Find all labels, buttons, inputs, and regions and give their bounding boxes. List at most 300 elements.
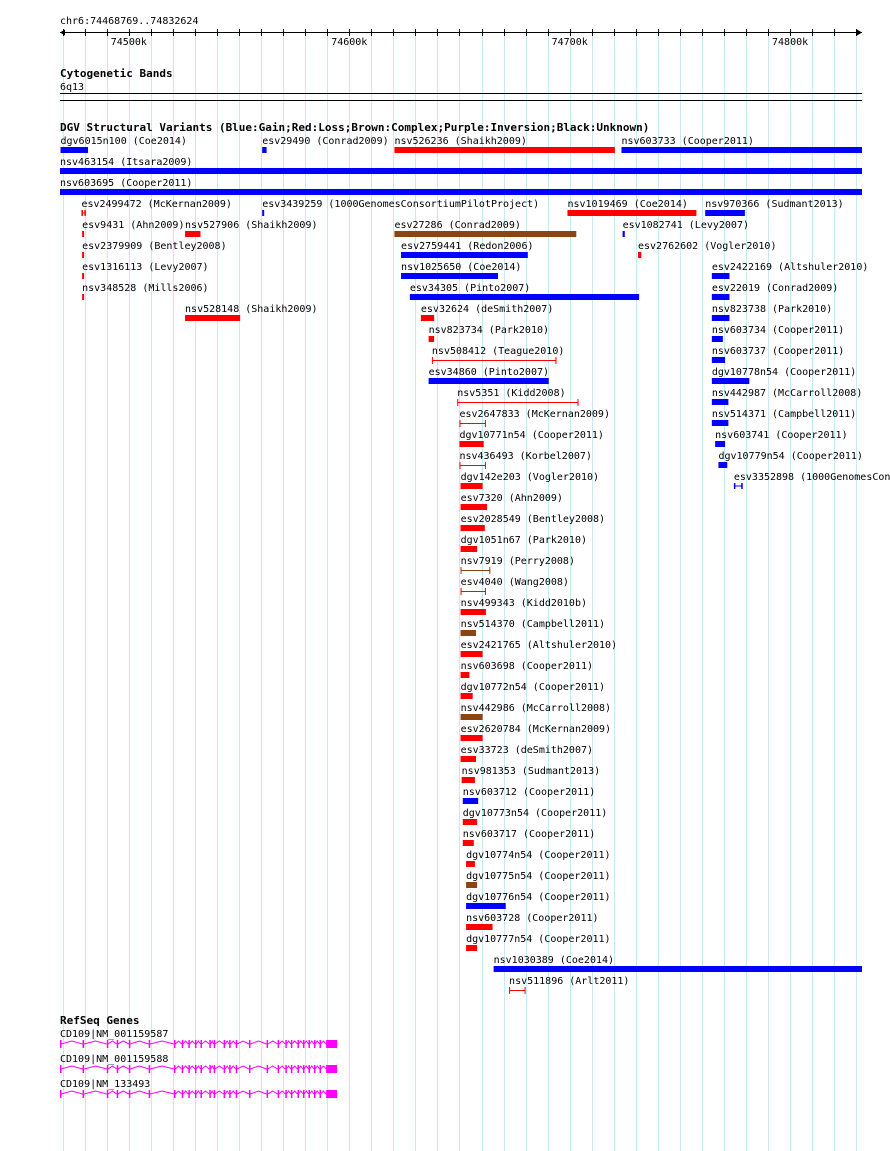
gene-intron bbox=[189, 1091, 195, 1094]
variant-bar[interactable] bbox=[262, 147, 266, 153]
gene-intron bbox=[225, 1091, 229, 1094]
gene-intron bbox=[150, 1066, 174, 1069]
variant-feature[interactable] bbox=[461, 640, 618, 657]
gene-intron bbox=[130, 1041, 149, 1044]
variant-feature[interactable] bbox=[262, 199, 539, 216]
gene-intron bbox=[310, 1066, 314, 1069]
gene-intron bbox=[225, 1041, 229, 1044]
variant-bar[interactable] bbox=[712, 357, 725, 363]
variant-feature[interactable] bbox=[410, 283, 639, 300]
variant-bar[interactable] bbox=[410, 294, 639, 300]
gene-intron bbox=[279, 1066, 285, 1069]
variant-label: esv2028549 (Bentley2008) bbox=[460, 514, 606, 525]
gene-exon[interactable] bbox=[291, 1090, 293, 1098]
gene-intron bbox=[211, 1041, 214, 1044]
variant-bar[interactable] bbox=[494, 966, 862, 972]
gene-exon[interactable] bbox=[209, 1065, 211, 1073]
variant-feature[interactable] bbox=[401, 262, 521, 279]
gene-exon[interactable] bbox=[214, 1065, 216, 1073]
gene-intron bbox=[292, 1066, 298, 1069]
variant-label: nsv442987 (McCarroll2008) bbox=[711, 388, 863, 399]
gene-exon[interactable] bbox=[107, 1065, 109, 1073]
variant-label: nsv511896 (Arlt2011) bbox=[509, 976, 630, 987]
gene-exon[interactable] bbox=[174, 1090, 176, 1098]
variant-label: dgv10771n54 (Cooper2011) bbox=[459, 430, 604, 441]
variant-feature[interactable] bbox=[466, 850, 611, 867]
variant-feature[interactable] bbox=[459, 430, 604, 447]
dgv-track-title: DGV Structural Variants (Blue:Gain;Red:Loss;Brown:Complex;Purple:Inversion;Black:Unknown) bbox=[60, 121, 650, 134]
gene-exon[interactable] bbox=[174, 1040, 176, 1048]
variant-feature[interactable] bbox=[712, 325, 844, 342]
variant-bar[interactable] bbox=[429, 336, 435, 342]
gene-label: CD109|NM_001159588 bbox=[60, 1054, 169, 1065]
variant-label: esv29490 (Conrad2009) bbox=[262, 136, 389, 147]
variant-bar[interactable] bbox=[623, 231, 625, 237]
gene-intron bbox=[321, 1041, 327, 1044]
variant-feature[interactable] bbox=[82, 262, 208, 279]
variant-label: nsv823734 (Park2010) bbox=[428, 325, 550, 336]
variant-label: esv34305 (Pinto2007) bbox=[409, 283, 531, 294]
variant-feature[interactable] bbox=[429, 367, 549, 384]
variant-label: nsv1019469 (Coe2014) bbox=[567, 199, 688, 210]
variant-label: nsv5351 (Kidd2008) bbox=[457, 388, 566, 399]
variant-bar[interactable] bbox=[82, 294, 84, 300]
variant-bar[interactable] bbox=[621, 147, 862, 153]
ruler-tick-label: 74500k bbox=[110, 37, 147, 48]
region-label: chr6:74468769..74832624 bbox=[60, 16, 199, 27]
gene-feature[interactable] bbox=[60, 1054, 337, 1073]
variant-label: esv7320 (Ahn2009) bbox=[460, 493, 563, 504]
variant-bar[interactable] bbox=[421, 315, 434, 321]
gene-intron bbox=[189, 1041, 195, 1044]
variant-bar[interactable] bbox=[567, 210, 696, 216]
gene-exon[interactable] bbox=[129, 1040, 131, 1048]
variant-feature[interactable] bbox=[461, 703, 612, 720]
variant-label: esv27286 (Conrad2009) bbox=[394, 220, 521, 231]
variant-label: esv1082741 (Levy2007) bbox=[622, 220, 750, 231]
gene-intron bbox=[196, 1066, 200, 1069]
gene-exon[interactable] bbox=[285, 1065, 287, 1073]
gene-exon[interactable] bbox=[229, 1065, 231, 1073]
gene-intron bbox=[304, 1091, 308, 1094]
gene-exon[interactable] bbox=[326, 1065, 337, 1073]
variant-label: esv2499472 (McKernan2009) bbox=[81, 199, 232, 210]
variant-label: nsv823738 (Park2010) bbox=[711, 304, 833, 315]
variant-feature[interactable] bbox=[459, 451, 591, 469]
variant-bar[interactable] bbox=[60, 189, 862, 195]
gene-exon[interactable] bbox=[107, 1040, 109, 1048]
gene-intron bbox=[215, 1091, 224, 1094]
gene-exon[interactable] bbox=[314, 1040, 316, 1048]
gene-feature[interactable] bbox=[60, 1029, 337, 1048]
variant-bar[interactable] bbox=[82, 273, 84, 279]
variant-feature[interactable] bbox=[262, 136, 388, 153]
gene-intron bbox=[268, 1091, 278, 1094]
variant-label: nsv436493 (Korbel2007) bbox=[459, 451, 592, 462]
gene-exon[interactable] bbox=[129, 1065, 131, 1073]
variant-label: esv2620784 (McKernan2009) bbox=[460, 724, 612, 735]
variant-bar[interactable] bbox=[461, 525, 485, 531]
variant-bar[interactable] bbox=[463, 819, 477, 825]
gene-exon[interactable] bbox=[117, 1040, 119, 1048]
gene-intron bbox=[183, 1041, 189, 1044]
variant-feature[interactable] bbox=[60, 178, 862, 195]
variant-bar[interactable] bbox=[60, 168, 862, 174]
variant-feature[interactable] bbox=[457, 388, 578, 406]
ruler-tick-label: 74800k bbox=[772, 37, 809, 48]
gene-intron bbox=[292, 1091, 298, 1094]
cytoband-line-top bbox=[60, 93, 862, 94]
variant-feature[interactable] bbox=[461, 556, 575, 574]
variant-feature[interactable] bbox=[82, 283, 208, 300]
gene-exon[interactable] bbox=[188, 1065, 190, 1073]
gene-exon[interactable] bbox=[195, 1065, 197, 1073]
variant-feature[interactable] bbox=[494, 955, 862, 972]
gene-intron bbox=[183, 1091, 189, 1094]
gene-intron bbox=[279, 1091, 285, 1094]
gene-exon[interactable] bbox=[107, 1090, 109, 1098]
gene-exon[interactable] bbox=[278, 1065, 280, 1073]
gene-exon[interactable] bbox=[314, 1065, 316, 1073]
variant-bar[interactable] bbox=[461, 483, 483, 489]
variant-bar[interactable] bbox=[712, 315, 730, 321]
gene-intron bbox=[61, 1066, 82, 1069]
variant-label: nsv603741 (Cooper2011) bbox=[715, 430, 848, 441]
variant-bar[interactable] bbox=[185, 231, 200, 237]
variant-feature[interactable] bbox=[623, 220, 749, 237]
variant-feature[interactable] bbox=[466, 913, 598, 930]
gene-exon[interactable] bbox=[308, 1065, 310, 1073]
variant-label: nsv603733 (Cooper2011) bbox=[621, 136, 754, 147]
variant-bar[interactable] bbox=[82, 252, 84, 258]
variant-bar[interactable] bbox=[461, 693, 473, 699]
gene-intron bbox=[108, 1091, 117, 1094]
gene-intron bbox=[202, 1066, 209, 1069]
variant-feature[interactable] bbox=[82, 241, 227, 258]
variant-bar[interactable] bbox=[459, 441, 483, 447]
gene-exon[interactable] bbox=[200, 1090, 202, 1098]
variant-feature[interactable] bbox=[715, 430, 847, 447]
gene-exon[interactable] bbox=[200, 1065, 202, 1073]
variant-bar[interactable] bbox=[463, 840, 474, 846]
gene-exon[interactable] bbox=[285, 1090, 287, 1098]
variant-bar[interactable] bbox=[461, 735, 483, 741]
variant-bar[interactable] bbox=[712, 273, 730, 279]
gene-intron bbox=[237, 1091, 249, 1094]
variant-label: esv32624 (deSmith2007) bbox=[420, 304, 554, 315]
variant-feature[interactable] bbox=[394, 136, 614, 153]
gene-exon[interactable] bbox=[214, 1040, 216, 1048]
gene-exon[interactable] bbox=[129, 1090, 131, 1098]
gene-exon[interactable] bbox=[326, 1040, 337, 1048]
gene-exon[interactable] bbox=[83, 1090, 85, 1098]
variant-feature[interactable] bbox=[461, 535, 587, 552]
variant-feature[interactable] bbox=[466, 871, 611, 888]
gene-intron bbox=[237, 1041, 249, 1044]
gene-intron bbox=[108, 1041, 117, 1044]
variant-label: esv2762602 (Vogler2010) bbox=[638, 241, 777, 252]
variant-bar[interactable] bbox=[461, 714, 483, 720]
gene-intron bbox=[215, 1041, 224, 1044]
variant-label: nsv527906 (Shaikh2009) bbox=[185, 220, 318, 231]
gene-intron bbox=[225, 1066, 229, 1069]
gene-label: CD109|NM_133493 bbox=[60, 1079, 151, 1090]
gene-feature[interactable] bbox=[60, 1079, 337, 1098]
variant-feature[interactable] bbox=[461, 598, 587, 615]
variant-feature[interactable] bbox=[712, 346, 844, 363]
gene-intron bbox=[286, 1066, 290, 1069]
variant-bar[interactable] bbox=[82, 231, 84, 237]
gene-exon[interactable] bbox=[303, 1065, 305, 1073]
variant-bar[interactable] bbox=[401, 273, 498, 279]
variant-bar[interactable] bbox=[394, 147, 614, 153]
gene-exon[interactable] bbox=[297, 1090, 299, 1098]
gene-exon[interactable] bbox=[236, 1090, 238, 1098]
variant-feature[interactable] bbox=[461, 514, 606, 531]
variant-label: dgv10772n54 (Cooper2011) bbox=[460, 682, 606, 693]
gene-exon[interactable] bbox=[149, 1065, 151, 1073]
variant-bar[interactable] bbox=[712, 336, 723, 342]
variant-label: nsv348528 (Mills2006) bbox=[82, 283, 209, 294]
gene-exon[interactable] bbox=[60, 1040, 62, 1048]
gene-exon[interactable] bbox=[229, 1040, 231, 1048]
gene-exon[interactable] bbox=[224, 1065, 226, 1073]
gene-exon[interactable] bbox=[308, 1040, 310, 1048]
gene-exon[interactable] bbox=[117, 1090, 119, 1098]
variant-label: dgv1051n67 (Park2010) bbox=[460, 535, 588, 546]
gene-exon[interactable] bbox=[291, 1040, 293, 1048]
variant-feature[interactable] bbox=[621, 136, 862, 153]
variant-bar[interactable] bbox=[461, 609, 486, 615]
gene-exon[interactable] bbox=[319, 1040, 321, 1048]
variant-feature[interactable] bbox=[81, 199, 232, 216]
gene-exon[interactable] bbox=[182, 1090, 184, 1098]
gene-exon[interactable] bbox=[182, 1065, 184, 1073]
gene-exon[interactable] bbox=[182, 1040, 184, 1048]
gene-intron bbox=[250, 1041, 266, 1044]
gene-exon[interactable] bbox=[236, 1065, 238, 1073]
gene-intron bbox=[321, 1066, 327, 1069]
variant-bar[interactable] bbox=[638, 252, 641, 258]
gene-exon[interactable] bbox=[303, 1040, 305, 1048]
gene-exon[interactable] bbox=[188, 1040, 190, 1048]
gene-exon[interactable] bbox=[278, 1090, 280, 1098]
variant-label: dgv142e203 (Vogler2010) bbox=[460, 472, 600, 483]
variant-feature[interactable] bbox=[401, 241, 533, 258]
variant-feature[interactable] bbox=[461, 472, 599, 489]
variant-feature[interactable] bbox=[466, 892, 611, 909]
gene-exon[interactable] bbox=[224, 1090, 226, 1098]
gene-exon[interactable] bbox=[326, 1090, 337, 1098]
gene-exon[interactable] bbox=[314, 1090, 316, 1098]
variant-bar[interactable] bbox=[462, 777, 475, 783]
gene-intron bbox=[211, 1091, 214, 1094]
variant-feature[interactable] bbox=[429, 325, 549, 342]
gene-label: CD109|NM_001159587 bbox=[60, 1029, 169, 1040]
gene-intron bbox=[231, 1041, 236, 1044]
variant-label: dgv10778n54 (Cooper2011) bbox=[711, 367, 857, 378]
variant-feature[interactable] bbox=[712, 304, 832, 321]
variant-label: esv9431 (Ahn2009) bbox=[82, 220, 185, 231]
gene-exon[interactable] bbox=[297, 1040, 299, 1048]
variant-label: nsv603695 (Cooper2011) bbox=[60, 178, 193, 189]
variant-feature[interactable] bbox=[432, 346, 564, 364]
variant-feature[interactable] bbox=[712, 283, 838, 300]
variant-feature[interactable] bbox=[82, 220, 184, 237]
variant-bar[interactable] bbox=[262, 210, 264, 216]
variant-bar[interactable] bbox=[712, 399, 729, 405]
gene-exon[interactable] bbox=[249, 1090, 251, 1098]
ruler-tick-label: 74600k bbox=[331, 37, 368, 48]
cytogenetic-bands-track bbox=[60, 67, 862, 101]
gene-exon[interactable] bbox=[83, 1040, 85, 1048]
refseq-genes-track bbox=[60, 1014, 337, 1098]
variant-label: nsv981353 (Sudmant2013) bbox=[461, 766, 601, 777]
gene-intron bbox=[279, 1041, 285, 1044]
gene-exon[interactable] bbox=[209, 1040, 211, 1048]
variant-bar[interactable] bbox=[718, 462, 727, 468]
gene-exon[interactable] bbox=[278, 1040, 280, 1048]
variant-bar[interactable] bbox=[429, 378, 549, 384]
variant-feature[interactable] bbox=[461, 724, 612, 741]
variant-bar[interactable] bbox=[461, 672, 470, 678]
variant-feature[interactable] bbox=[567, 199, 696, 216]
variant-label: nsv603717 (Cooper2011) bbox=[462, 829, 596, 840]
variant-label: esv2422169 (Altshuler2010) bbox=[711, 262, 869, 273]
gene-intron bbox=[304, 1066, 308, 1069]
variant-bar[interactable] bbox=[461, 756, 476, 762]
variant-label: esv2647833 (McKernan2009) bbox=[459, 409, 610, 420]
gene-exon[interactable] bbox=[149, 1090, 151, 1098]
gene-exon[interactable] bbox=[319, 1090, 321, 1098]
variant-feature[interactable] bbox=[461, 493, 563, 510]
gene-intron bbox=[315, 1066, 319, 1069]
gene-intron bbox=[118, 1066, 129, 1069]
variant-label: nsv514370 (Campbell2011) bbox=[460, 619, 606, 630]
variant-feature[interactable] bbox=[466, 934, 611, 951]
gene-exon[interactable] bbox=[229, 1090, 231, 1098]
gene-exon[interactable] bbox=[291, 1065, 293, 1073]
variant-label: nsv463154 (Itsara2009) bbox=[60, 157, 193, 168]
variant-label: nsv1025650 (Coe2014) bbox=[401, 262, 522, 273]
variant-bar[interactable] bbox=[466, 924, 492, 930]
variant-feature[interactable] bbox=[509, 976, 629, 994]
variant-label: dgv10774n54 (Cooper2011) bbox=[466, 850, 611, 861]
variant-bar[interactable] bbox=[461, 546, 478, 552]
gene-exon[interactable] bbox=[224, 1040, 226, 1048]
variant-feature[interactable] bbox=[712, 388, 863, 405]
gene-intron bbox=[202, 1091, 209, 1094]
variant-bar[interactable] bbox=[185, 315, 240, 321]
variant-bar[interactable] bbox=[401, 252, 528, 258]
variant-label: dgv10777n54 (Cooper2011) bbox=[466, 934, 611, 945]
gene-exon[interactable] bbox=[117, 1065, 119, 1073]
variant-feature[interactable] bbox=[61, 136, 187, 153]
variant-bar[interactable] bbox=[61, 147, 89, 153]
gene-intron bbox=[310, 1091, 314, 1094]
gene-intron bbox=[315, 1041, 319, 1044]
gene-intron bbox=[175, 1041, 181, 1044]
gene-intron bbox=[61, 1041, 82, 1044]
gene-exon[interactable] bbox=[200, 1040, 202, 1048]
gene-exon[interactable] bbox=[236, 1040, 238, 1048]
gene-exon[interactable] bbox=[308, 1090, 310, 1098]
variant-bar[interactable] bbox=[466, 903, 506, 909]
gene-exon[interactable] bbox=[249, 1040, 251, 1048]
gene-intron bbox=[299, 1066, 303, 1069]
variant-label: nsv528148 (Shaikh2009) bbox=[185, 304, 318, 315]
variant-bar[interactable] bbox=[394, 231, 576, 237]
gene-exon[interactable] bbox=[267, 1040, 269, 1048]
gene-exon[interactable] bbox=[285, 1040, 287, 1048]
cytoband-line-bottom bbox=[60, 100, 862, 101]
ruler-tick-label: 74700k bbox=[551, 37, 588, 48]
variant-feature[interactable] bbox=[185, 304, 317, 321]
gene-exon[interactable] bbox=[249, 1065, 251, 1073]
variant-bar[interactable] bbox=[466, 945, 477, 951]
gene-exon[interactable] bbox=[195, 1040, 197, 1048]
gene-exon[interactable] bbox=[83, 1065, 85, 1073]
variant-bar[interactable] bbox=[466, 882, 477, 888]
gene-intron bbox=[84, 1041, 107, 1044]
variant-bar[interactable] bbox=[712, 420, 729, 426]
gene-exon[interactable] bbox=[319, 1065, 321, 1073]
variant-bar[interactable] bbox=[461, 504, 487, 510]
variant-bar[interactable] bbox=[461, 651, 483, 657]
variant-feature[interactable] bbox=[734, 472, 890, 489]
variant-label: esv33723 (deSmith2007) bbox=[460, 745, 594, 756]
variant-label: esv2421765 (Altshuler2010) bbox=[460, 640, 618, 651]
gene-exon[interactable] bbox=[297, 1065, 299, 1073]
variant-feature[interactable] bbox=[394, 220, 576, 237]
gene-intron bbox=[150, 1091, 174, 1094]
gene-exon[interactable] bbox=[209, 1090, 211, 1098]
ruler-arrow-right-icon bbox=[857, 30, 862, 36]
gene-exon[interactable] bbox=[188, 1090, 190, 1098]
gene-exon[interactable] bbox=[195, 1090, 197, 1098]
variant-feature[interactable] bbox=[421, 304, 553, 321]
gene-exon[interactable] bbox=[149, 1040, 151, 1048]
gene-intron bbox=[84, 1091, 107, 1094]
variant-bar[interactable] bbox=[712, 294, 730, 300]
variant-bar[interactable] bbox=[715, 441, 725, 447]
gene-exon[interactable] bbox=[267, 1065, 269, 1073]
variant-feature[interactable] bbox=[461, 577, 569, 595]
variant-label: esv2759441 (Redon2006) bbox=[401, 241, 534, 252]
gene-exon[interactable] bbox=[214, 1090, 216, 1098]
variant-feature[interactable] bbox=[705, 199, 843, 216]
variant-label: dgv10776n54 (Cooper2011) bbox=[466, 892, 611, 903]
variant-bar[interactable] bbox=[705, 210, 745, 216]
variant-bar[interactable] bbox=[463, 798, 478, 804]
variant-bar[interactable] bbox=[461, 630, 476, 636]
variant-bar[interactable] bbox=[466, 861, 475, 867]
gene-exon[interactable] bbox=[267, 1090, 269, 1098]
variant-feature[interactable] bbox=[60, 157, 862, 174]
gene-intron bbox=[231, 1091, 236, 1094]
variant-label: nsv499343 (Kidd2010b) bbox=[460, 598, 588, 609]
variant-feature[interactable] bbox=[185, 220, 317, 237]
variant-label: dgv10779n54 (Cooper2011) bbox=[718, 451, 863, 462]
variant-label: dgv6015n100 (Coe2014) bbox=[60, 136, 187, 147]
gene-exon[interactable] bbox=[60, 1065, 62, 1073]
gene-exon[interactable] bbox=[303, 1090, 305, 1098]
gene-intron bbox=[84, 1066, 107, 1069]
variant-feature[interactable] bbox=[463, 808, 608, 825]
gene-exon[interactable] bbox=[174, 1065, 176, 1073]
gene-exon[interactable] bbox=[60, 1090, 62, 1098]
variant-bar[interactable] bbox=[712, 378, 749, 384]
